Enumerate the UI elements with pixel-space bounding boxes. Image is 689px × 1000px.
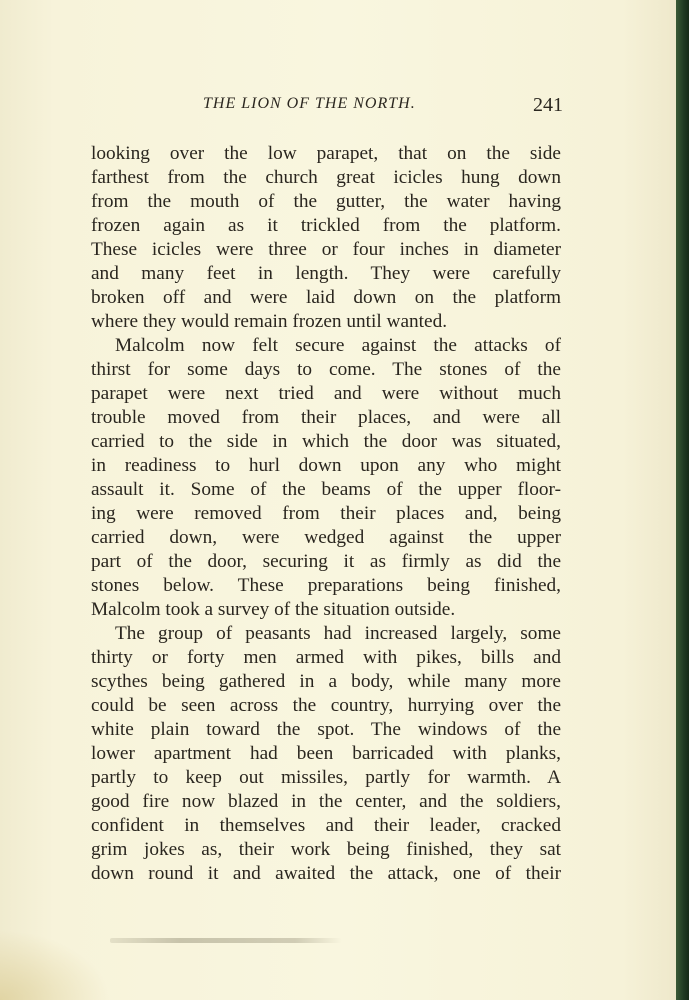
text-line: trouble moved from their places, and were all [91,407,561,428]
text-line: broken off and were laid down on the platform [91,287,561,308]
text-line: where they would remain frozen until wanted. [91,311,448,332]
text-line: scythes being gathered in a body, while many more [91,671,561,692]
text-line: grim jokes as, their work being finished, they sat [91,839,561,860]
text-line: lower apartment had been barricaded with planks, [91,743,561,764]
text-line: partly to keep out missiles, partly for warmth. A [91,767,561,788]
text-line: carried down, were wedged against the upper [91,527,561,548]
page-stain [0,930,110,1000]
footer-rule [110,938,342,943]
text-line: Malcolm took a survey of the situation outside. [91,599,456,620]
text-line: white plain toward the spot. The windows of the [91,719,561,740]
body-text [91,142,561,886]
text-line: part of the door, securing it as firmly as did the [91,551,561,572]
text-line: parapet were next tried and were without much [91,383,561,404]
text-line: confident in themselves and their leader, cracked [91,815,561,836]
text-line: could be seen across the country, hurrying over the [91,695,561,716]
text-line: The group of peasants had increased largely, some [115,623,561,644]
text-line: farthest from the church great icicles hung down [91,167,561,188]
text-line: down round it and awaited the attack, one of their [91,863,561,884]
running-head [203,95,573,119]
text-line: and many feet in length. They were carefully [91,263,561,284]
text-line: These icicles were three or four inches in diameter [91,239,561,260]
text-line: ing were removed from their places and, being [91,503,561,524]
text-line: carried to the side in which the door was situated, [91,431,561,452]
text-line: thirst for some days to come. The stones of the [91,359,561,380]
text-line: assault it. Some of the beams of the upper floor- [91,479,561,500]
text-line: good fire now blazed in the center, and the soldiers, [91,791,561,812]
text-line: Malcolm now felt secure against the attacks of [115,335,561,356]
text-line: from the mouth of the gutter, the water having [91,191,561,212]
running-title: THE LION OF THE NORTH. [203,95,416,112]
text-line: looking over the low parapet, that on the side [91,143,561,164]
book-cover-edge [676,0,689,1000]
text-line: thirty or forty men armed with pikes, bills and [91,647,561,668]
text-line: frozen again as it trickled from the platform. [91,215,561,236]
text-line: stones below. These preparations being finished, [91,575,561,596]
page-number: 241 [533,94,563,116]
text-line: in readiness to hurl down upon any who might [91,455,561,476]
